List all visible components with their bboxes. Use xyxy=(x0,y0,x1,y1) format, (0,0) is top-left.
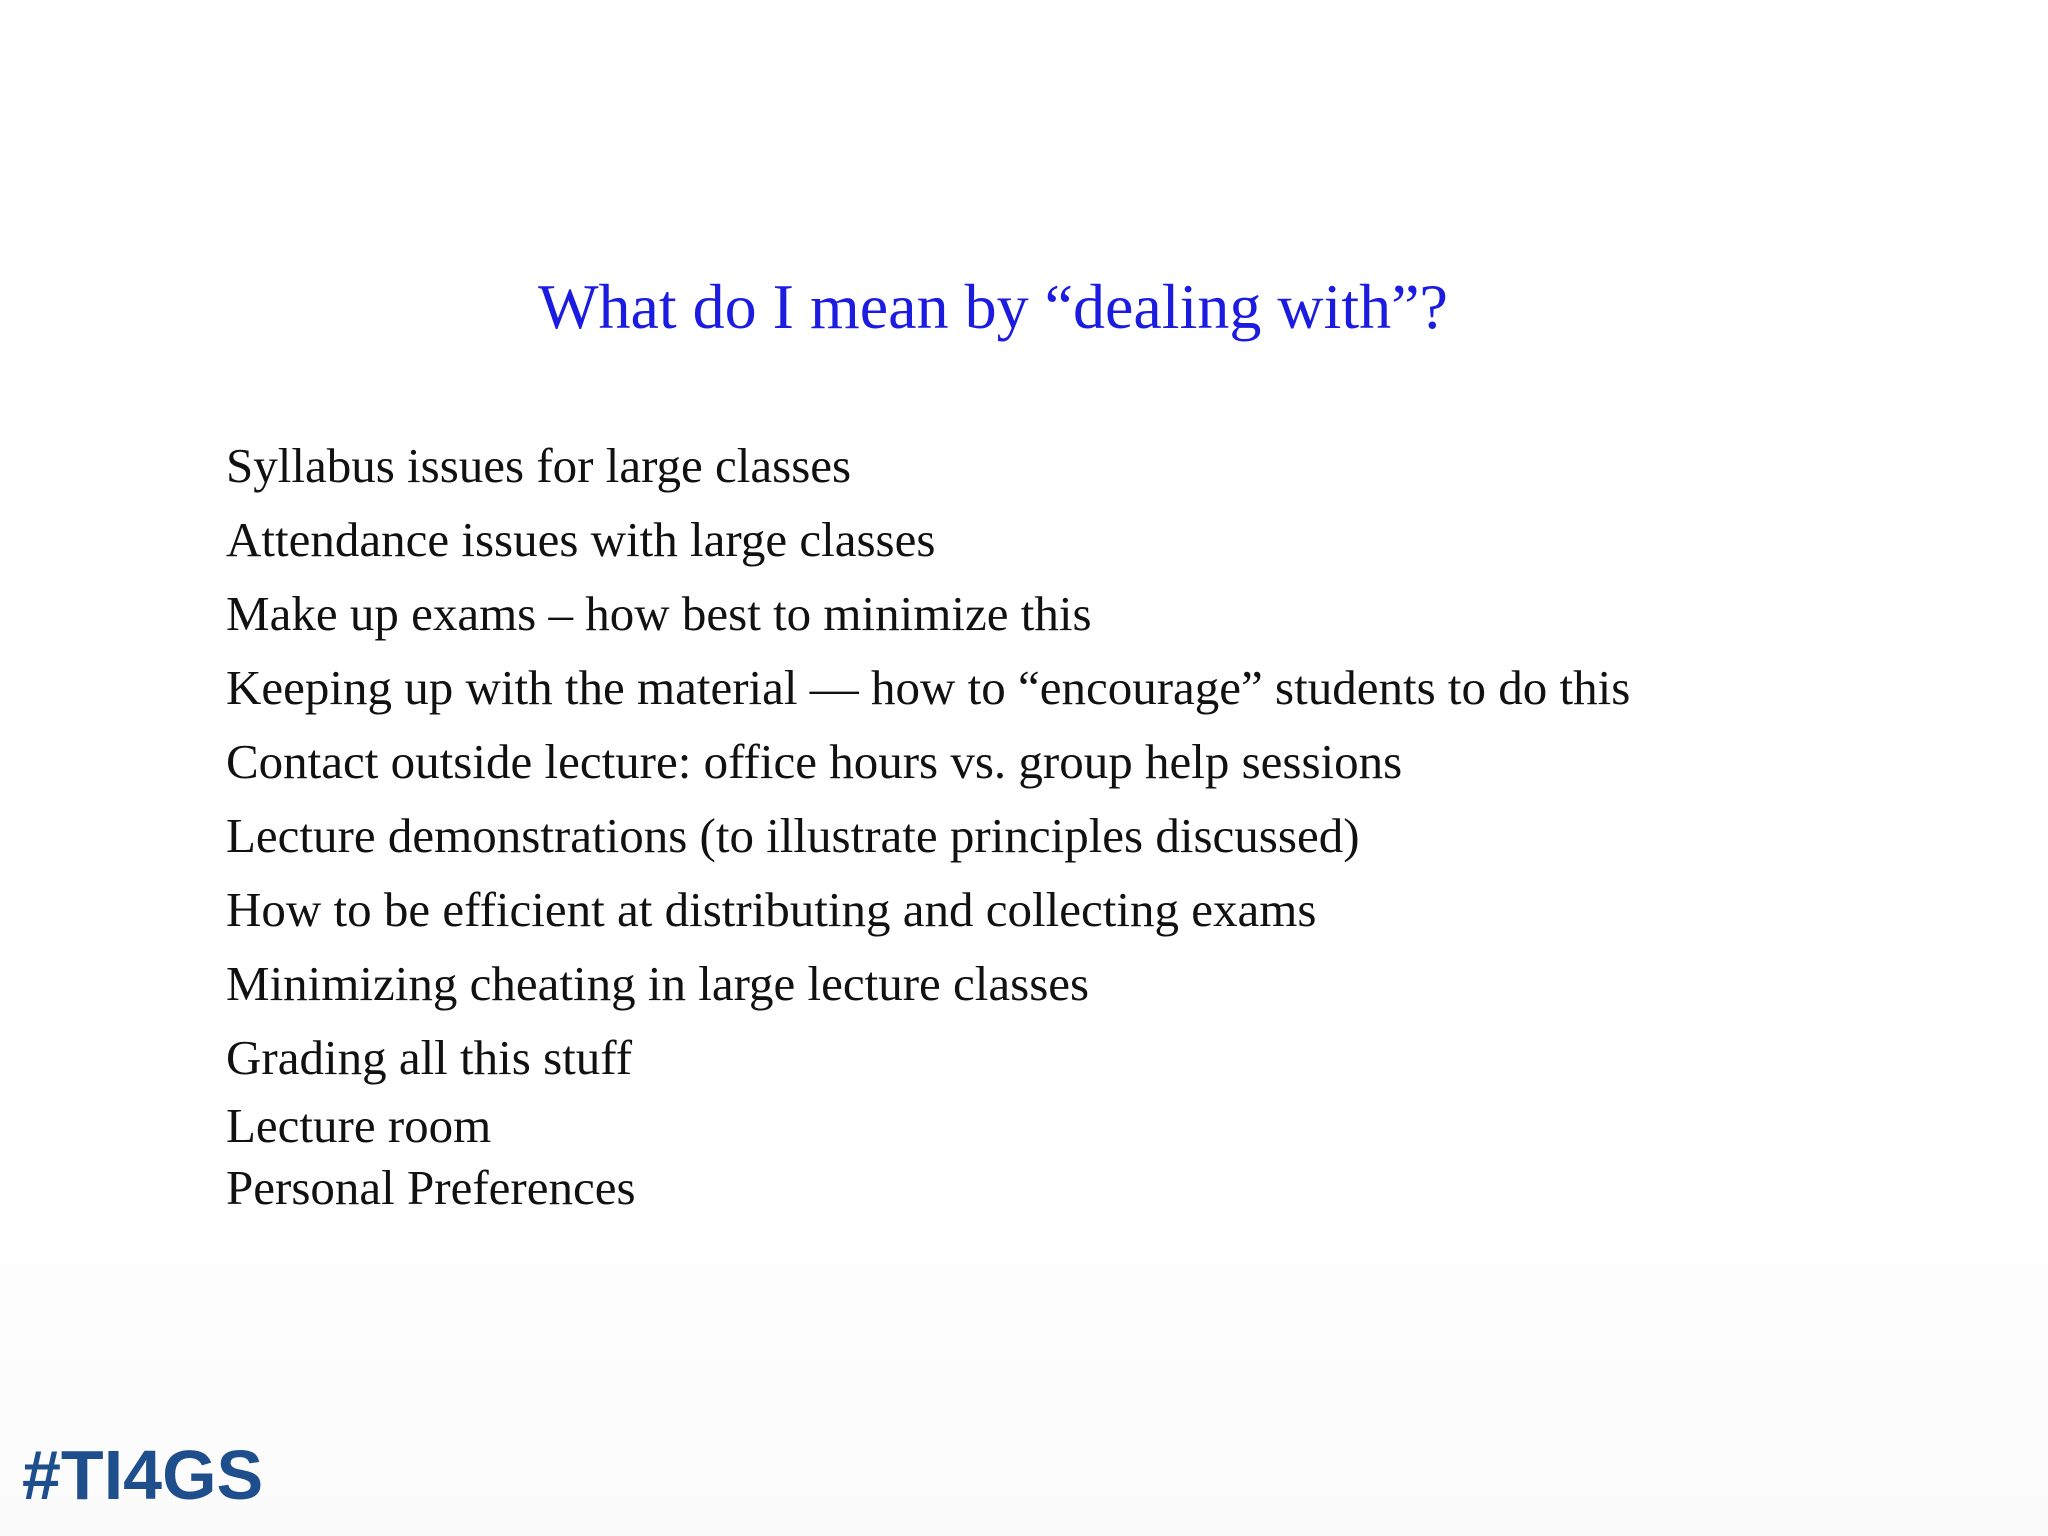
list-item: Lecture demonstrations (to illustrate principles discussed) xyxy=(226,808,1360,863)
list-item: Grading all this stuff xyxy=(226,1030,633,1085)
list-item: How to be efficient at distributing and collecting exams xyxy=(226,882,1317,937)
list-item: Make up exams – how best to minimize this xyxy=(226,586,1092,641)
list-item: Minimizing cheating in large lecture classes xyxy=(226,956,1090,1011)
list-item: Personal Preferences xyxy=(226,1160,636,1215)
bullet-list xyxy=(226,0,2006,1536)
list-item: Contact outside lecture: office hours vs. group help sessions xyxy=(226,734,1403,789)
list-item: Lecture room xyxy=(226,1098,492,1153)
hashtag-logo: #TI4GS xyxy=(22,1436,264,1514)
slide-title: What do I mean by “dealing with”? xyxy=(538,271,1448,342)
list-item: Keeping up with the material — how to “encourage” students to do this xyxy=(226,660,1631,715)
list-item: Syllabus issues for large classes xyxy=(226,438,852,493)
list-item: Attendance issues with large classes xyxy=(226,512,936,567)
